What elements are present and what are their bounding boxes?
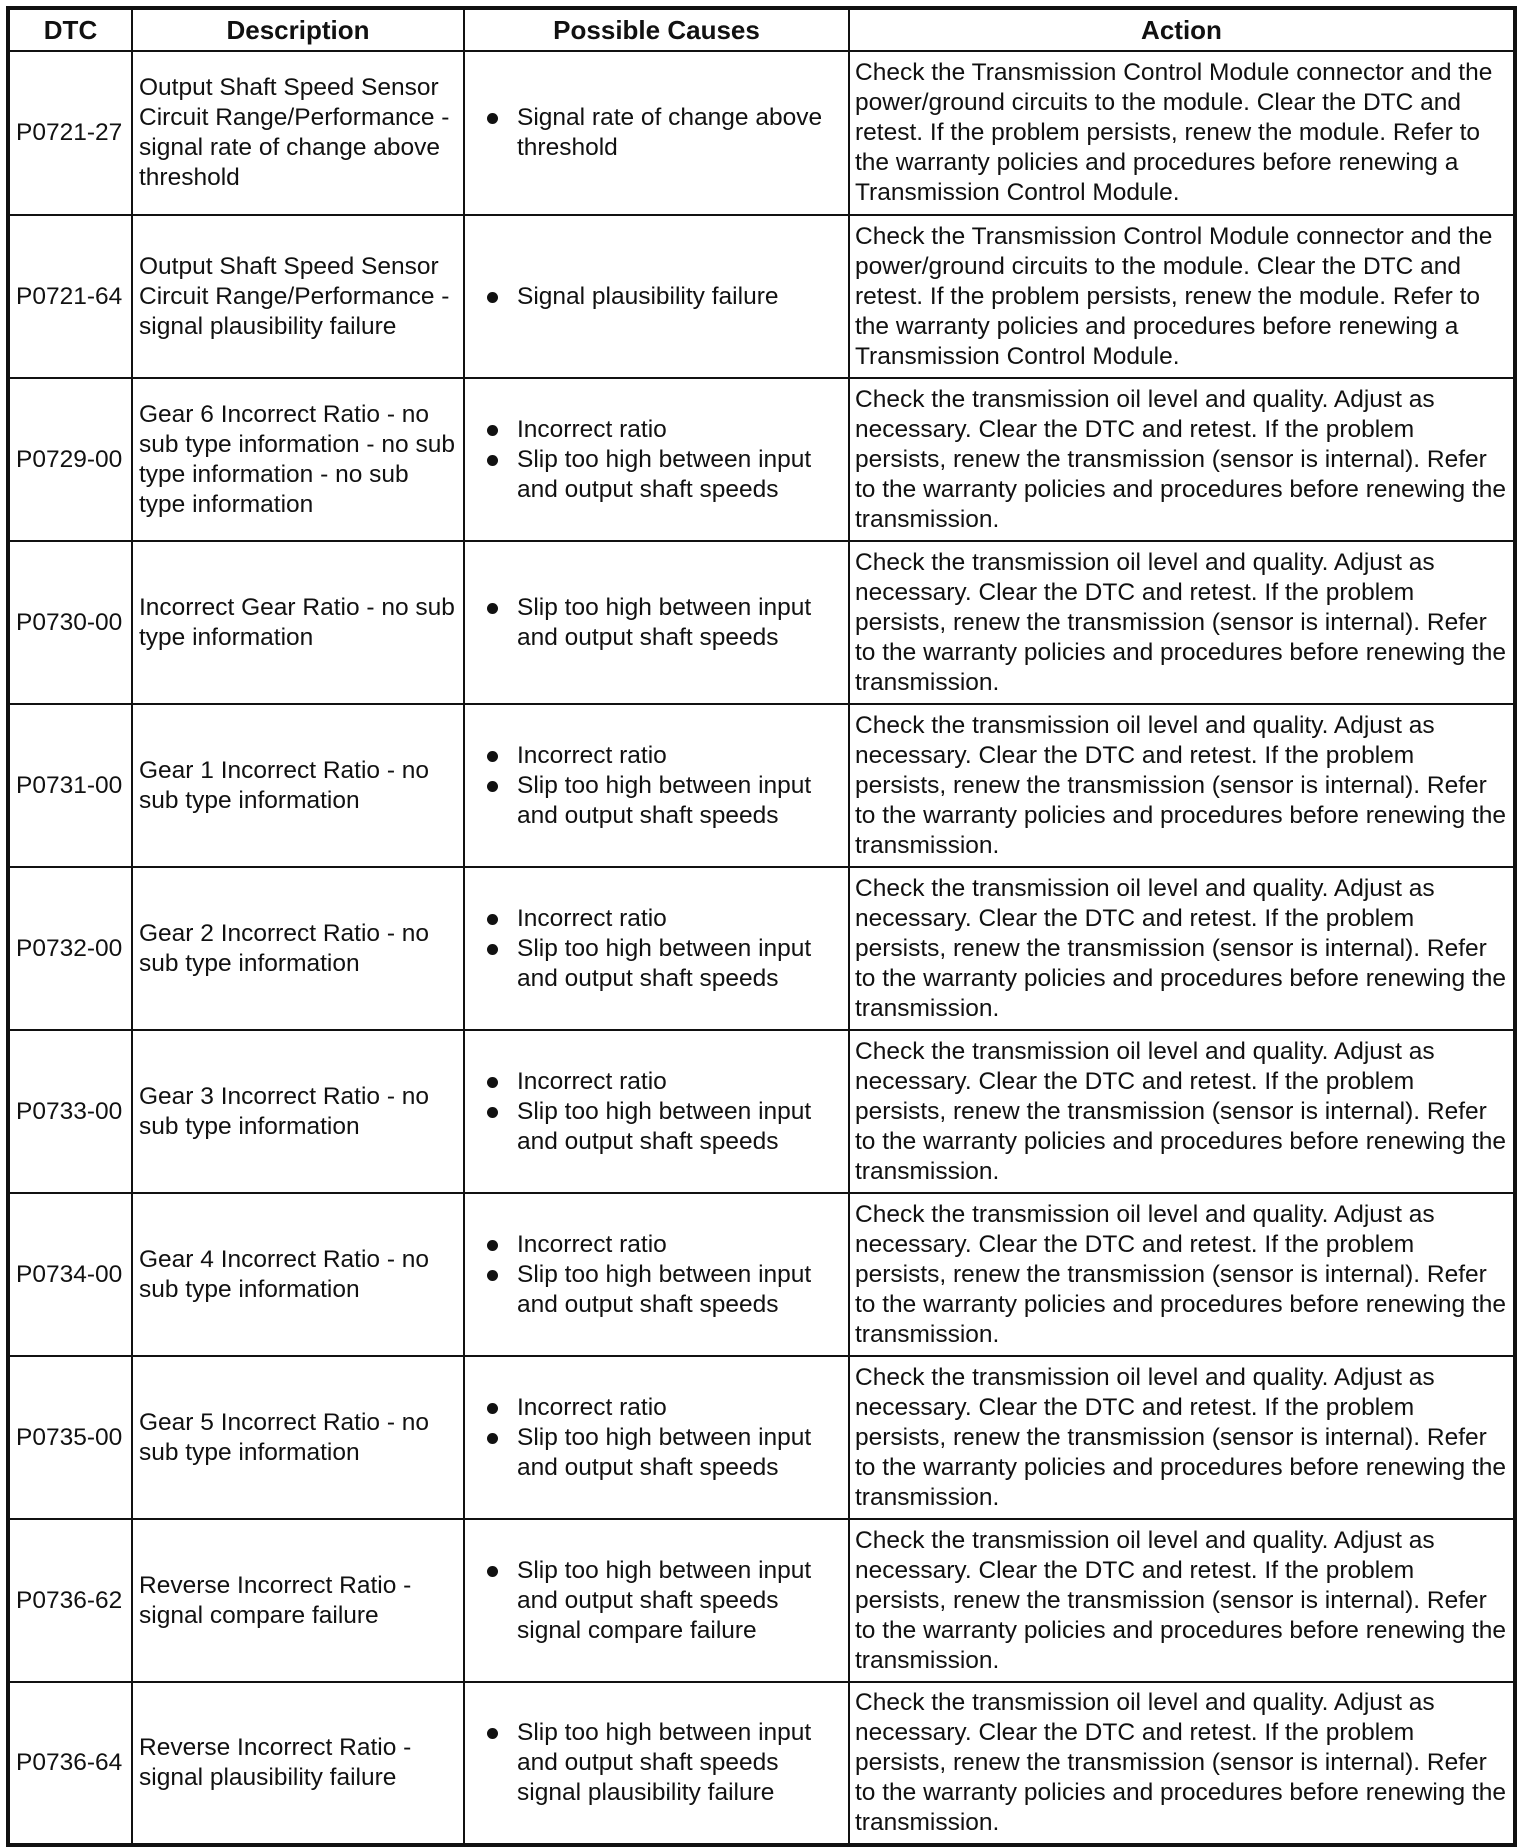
cause-list (485, 1556, 840, 1646)
header-action: Action (849, 8, 1515, 51)
dtc-code: P0733-00 (8, 1030, 132, 1193)
dtc-action: Check the transmission oil level and quality. Adjust as necessary. Clear the DTC and retest. If the problem persists, renew the transmission (sensor is internal). Refer to the warranty policies and procedures before renewing the transmission. (849, 1356, 1515, 1519)
dtc-action: Check the transmission oil level and quality. Adjust as necessary. Clear the DTC and retest. If the problem persists, renew the transmission (sensor is internal). Refer to the warranty policies and procedures before renewing the transmission. (849, 1519, 1515, 1682)
table-row (8, 867, 1515, 1030)
cause-item (485, 1230, 840, 1260)
dtc-action: Check the Transmission Control Module connector and the power/ground circuits to the module. Clear the DTC and retest. If the problem persists, renew the module. Refer to the warranty policies and procedures before renewing a Transmission Control Module. (849, 51, 1515, 215)
dtc-description: Gear 6 Incorrect Ratio - no sub type information - no sub type information - no sub type information (132, 378, 464, 541)
dtc-code: P0721-64 (8, 215, 132, 378)
cause-item (485, 593, 840, 653)
cause-text: Slip too high between input and output shaft speeds (517, 1719, 812, 1776)
dtc-action: Check the transmission oil level and quality. Adjust as necessary. Clear the DTC and retest. If the problem persists, renew the transmission (sensor is internal). Refer to the warranty policies and procedures before renewing the transmission. (849, 1030, 1515, 1193)
dtc-description: Output Shaft Speed Sensor Circuit Range/Performance - signal rate of change above threshold (132, 51, 464, 215)
possible-causes (464, 1356, 849, 1519)
table-row (8, 541, 1515, 704)
header-row (8, 8, 1515, 51)
possible-causes (464, 378, 849, 541)
dtc-action: Check the transmission oil level and quality. Adjust as necessary. Clear the DTC and retest. If the problem persists, renew the transmission (sensor is internal). Refer to the warranty policies and procedures before renewing the transmission. (849, 867, 1515, 1030)
cause-text: Incorrect ratio (517, 904, 667, 932)
cause-item (485, 771, 840, 831)
cause-text: Incorrect ratio (517, 741, 667, 769)
cause-item (485, 445, 840, 505)
cause-list (485, 741, 840, 831)
dtc-code: P0734-00 (8, 1193, 132, 1356)
cause-text: Slip too high between input and output shaft speeds (517, 1423, 812, 1481)
cause-item (485, 1423, 840, 1483)
dtc-description: Output Shaft Speed Sensor Circuit Range/Performance - signal plausibility failure (132, 215, 464, 378)
cause-list (485, 1393, 840, 1483)
possible-causes (464, 1519, 849, 1682)
cause-item (485, 1067, 840, 1097)
cause-text: Slip too high between input and output shaft speeds (517, 1556, 812, 1614)
dtc-code: P0732-00 (8, 867, 132, 1030)
table-row (8, 378, 1515, 541)
dtc-code: P0735-00 (8, 1356, 132, 1519)
dtc-code: P0729-00 (8, 378, 132, 541)
possible-causes (464, 1193, 849, 1356)
table-header (8, 8, 1515, 51)
cause-subtext: signal plausibility failure (517, 1779, 775, 1806)
cause-item (485, 415, 840, 445)
dtc-description: Gear 3 Incorrect Ratio - no sub type information (132, 1030, 464, 1193)
cause-list (485, 904, 840, 994)
dtc-code: P0736-62 (8, 1519, 132, 1682)
dtc-description: Reverse Incorrect Ratio - signal compare failure (132, 1519, 464, 1682)
dtc-action: Check the transmission oil level and quality. Adjust as necessary. Clear the DTC and retest. If the problem persists, renew the transmission (sensor is internal). Refer to the warranty policies and procedures before renewing the transmission. (849, 541, 1515, 704)
possible-causes (464, 1682, 849, 1845)
cause-list (485, 593, 840, 653)
cause-list (485, 1230, 840, 1320)
cause-text: Incorrect ratio (517, 1067, 667, 1095)
cause-item (485, 741, 840, 771)
dtc-description: Reverse Incorrect Ratio - signal plausibility failure (132, 1682, 464, 1845)
cause-item (485, 1260, 840, 1320)
table-body (8, 51, 1515, 1845)
dtc-description: Gear 1 Incorrect Ratio - no sub type information (132, 704, 464, 867)
dtc-description: Gear 2 Incorrect Ratio - no sub type information (132, 867, 464, 1030)
dtc-description: Gear 4 Incorrect Ratio - no sub type information (132, 1193, 464, 1356)
cause-list (485, 1067, 840, 1157)
cause-list (485, 1718, 840, 1808)
cause-list (485, 103, 840, 163)
table-row (8, 1682, 1515, 1845)
possible-causes (464, 704, 849, 867)
table-row (8, 1193, 1515, 1356)
dtc-description: Gear 5 Incorrect Ratio - no sub type information (132, 1356, 464, 1519)
dtc-code: P0730-00 (8, 541, 132, 704)
cause-text: Slip too high between input and output shaft speeds (517, 771, 812, 829)
cause-item (485, 1556, 840, 1646)
cause-item (485, 1097, 840, 1157)
cause-list (485, 415, 840, 505)
cause-text: Incorrect ratio (517, 1230, 667, 1258)
cause-item (485, 1393, 840, 1423)
possible-causes (464, 867, 849, 1030)
dtc-action: Check the transmission oil level and quality. Adjust as necessary. Clear the DTC and retest. If the problem persists, renew the transmission (sensor is internal). Refer to the warranty policies and procedures before renewing the transmission. (849, 378, 1515, 541)
cause-item (485, 282, 840, 312)
dtc-action: Check the transmission oil level and quality. Adjust as necessary. Clear the DTC and retest. If the problem persists, renew the transmission (sensor is internal). Refer to the warranty policies and procedures before renewing the transmission. (849, 1682, 1515, 1845)
cause-text: Incorrect ratio (517, 1393, 667, 1421)
cause-text: Slip too high between input and output shaft speeds (517, 934, 812, 992)
table-row (8, 1030, 1515, 1193)
table-row (8, 215, 1515, 378)
header-description: Description (132, 8, 464, 51)
cause-subtext: signal compare failure (517, 1616, 757, 1644)
possible-causes (464, 51, 849, 215)
cause-text: Slip too high between input and output shaft speeds (517, 1097, 812, 1155)
dtc-code: P0721-27 (8, 51, 132, 215)
cause-text: Slip too high between input and output shaft speeds (517, 1260, 812, 1318)
dtc-action: Check the transmission oil level and quality. Adjust as necessary. Clear the DTC and retest. If the problem persists, renew the transmission (sensor is internal). Refer to the warranty policies and procedures before renewing the transmission. (849, 1193, 1515, 1356)
header-dtc: DTC (8, 8, 132, 51)
table-row (8, 1519, 1515, 1682)
table-row (8, 51, 1515, 215)
dtc-code: P0731-00 (8, 704, 132, 867)
dtc-action: Check the transmission oil level and quality. Adjust as necessary. Clear the DTC and retest. If the problem persists, renew the transmission (sensor is internal). Refer to the warranty policies and procedures before renewing the transmission. (849, 704, 1515, 867)
cause-item (485, 904, 840, 934)
possible-causes (464, 1030, 849, 1193)
dtc-action: Check the Transmission Control Module connector and the power/ground circuits to the module. Clear the DTC and retest. If the problem persists, renew the module. Refer to the warranty policies and procedures before renewing a Transmission Control Module. (849, 215, 1515, 378)
possible-causes (464, 541, 849, 704)
cause-item (485, 1718, 840, 1808)
cause-text: Signal plausibility failure (517, 282, 779, 310)
cause-item (485, 934, 840, 994)
dtc-description: Incorrect Gear Ratio - no sub type information (132, 541, 464, 704)
cause-text: Signal rate of change above threshold (517, 104, 823, 161)
cause-text: Slip too high between input and output shaft speeds (517, 445, 812, 503)
header-possible-causes: Possible Causes (464, 8, 849, 51)
cause-list (485, 282, 840, 312)
cause-text: Slip too high between input and output shaft speeds (517, 593, 812, 651)
dtc-code: P0736-64 (8, 1682, 132, 1845)
table-row (8, 1356, 1515, 1519)
table-row (8, 704, 1515, 867)
possible-causes (464, 215, 849, 378)
cause-item (485, 103, 840, 163)
dtc-table (6, 6, 1517, 1847)
cause-text: Incorrect ratio (517, 415, 667, 443)
